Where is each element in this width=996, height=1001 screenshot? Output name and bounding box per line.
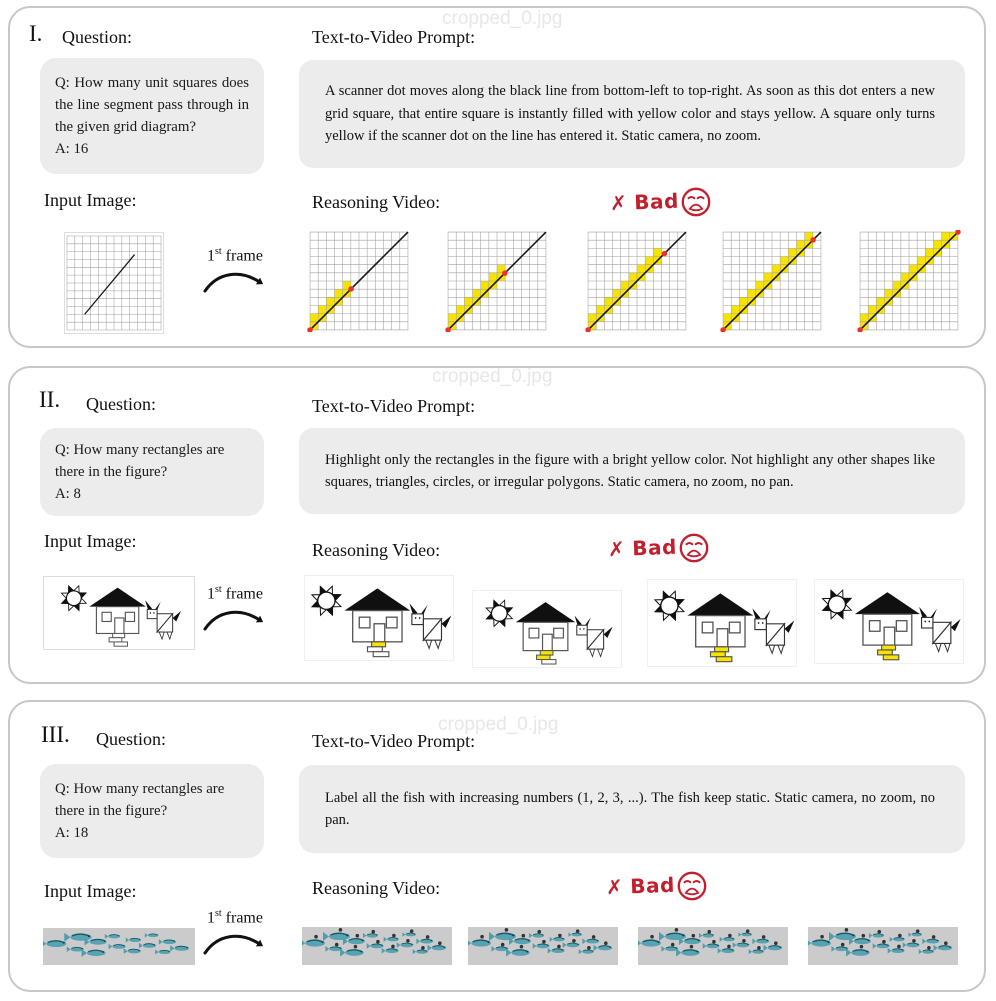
sad-face-icon [677, 531, 711, 565]
sad-face-icon [675, 869, 709, 903]
cross-mark-icon: ✗ [607, 536, 626, 562]
video-frame-3-3 [638, 927, 788, 965]
question-label: Question: [86, 394, 156, 414]
verdict-text: Bad [633, 188, 680, 215]
input-image-grid [64, 232, 164, 334]
sad-face-icon [679, 185, 713, 219]
verdict-text: Bad [631, 534, 678, 561]
question-text: Q: How many rectangles are there in the figure? [55, 441, 225, 480]
first-frame-label: 1st frame [207, 584, 263, 603]
question-label: Question: [62, 27, 132, 47]
answer-text: A: 8 [55, 486, 81, 503]
input-image-label: Input Image: [44, 881, 137, 901]
prompt-text: Label all the fish with increasing numbers (1, 2, 3, ...). The fish keep static. Static camera, no zoom, no pan. [325, 789, 935, 828]
watermark-text: cropped_0.jpg [442, 8, 563, 29]
verdict-bad [606, 873, 676, 899]
prompt-box [299, 428, 965, 514]
prompt-label: Text-to-Video Prompt: [312, 396, 476, 416]
curved-arrow-icon [202, 268, 270, 296]
input-image-fish [43, 928, 195, 965]
prompt-box [299, 60, 965, 168]
video-frame-2-4 [814, 579, 964, 664]
video-frame-1-1 [305, 230, 413, 332]
video-frame-2-1 [304, 575, 454, 661]
watermark-text: cropped_0.jpg [438, 714, 559, 735]
verdict-bad [610, 189, 680, 215]
panel-3-numeral: III. [41, 722, 70, 747]
panel-2 [8, 366, 986, 684]
prompt-text: A scanner dot moves along the black line from bottom-left to top-right. As soon as this dot enters a new grid square, that entire square is instantly filled with yellow color and stays yellow. A square only turns yellow if the scanner dot on the line has entered it. Static camera, no zoom. [325, 83, 935, 145]
question-text: Q: How many unit squares does the line segment pass through in the given grid diagram? [55, 74, 249, 135]
video-frame-1-3 [583, 230, 691, 332]
answer-text: A: 16 [55, 141, 89, 158]
video-frame-3-4 [808, 927, 958, 965]
verdict-bad [608, 535, 678, 561]
input-image-shapes [43, 576, 195, 650]
video-frame-1-2 [443, 230, 551, 332]
panel-1 [8, 6, 986, 348]
prompt-text: Highlight only the rectangles in the figure with a bright yellow color. Not highlight any other shapes like squares, triangles, circles, or irregular polygons. Static camera, no zoom, no pan. [325, 451, 935, 490]
answer-text: A: 18 [55, 825, 89, 842]
reasoning-video-label: Reasoning Video: [312, 192, 441, 212]
reasoning-video-label: Reasoning Video: [312, 878, 441, 898]
verdict-text: Bad [629, 872, 676, 899]
question-box [40, 764, 264, 858]
cross-mark-icon: ✗ [605, 874, 624, 900]
reasoning-video-label: Reasoning Video: [312, 540, 441, 560]
video-frame-3-2 [468, 927, 618, 965]
video-frame-1-5 [855, 230, 963, 332]
question-label: Question: [96, 729, 166, 749]
curved-arrow-icon [202, 606, 270, 634]
prompt-label: Text-to-Video Prompt: [312, 731, 476, 751]
watermark-text: cropped_0.jpg [432, 366, 553, 387]
cross-mark-icon: ✗ [609, 190, 628, 216]
prompt-box [299, 765, 965, 853]
input-image-label: Input Image: [44, 190, 137, 210]
video-frame-3-1 [302, 927, 452, 965]
video-frame-2-3 [647, 579, 797, 667]
panel-1-numeral: I. [29, 21, 43, 46]
video-frame-1-4 [718, 230, 826, 332]
video-frame-2-2 [472, 590, 622, 668]
question-box [40, 58, 264, 174]
question-text: Q: How many rectangles are there in the figure? [55, 780, 225, 819]
curved-arrow-icon [202, 930, 270, 958]
question-box [40, 428, 264, 516]
panel-3 [8, 700, 986, 992]
prompt-label: Text-to-Video Prompt: [312, 27, 476, 47]
panel-2-numeral: II. [39, 387, 61, 412]
first-frame-label: 1st frame [207, 246, 263, 265]
first-frame-label: 1st frame [207, 908, 263, 927]
input-image-label: Input Image: [44, 531, 137, 551]
